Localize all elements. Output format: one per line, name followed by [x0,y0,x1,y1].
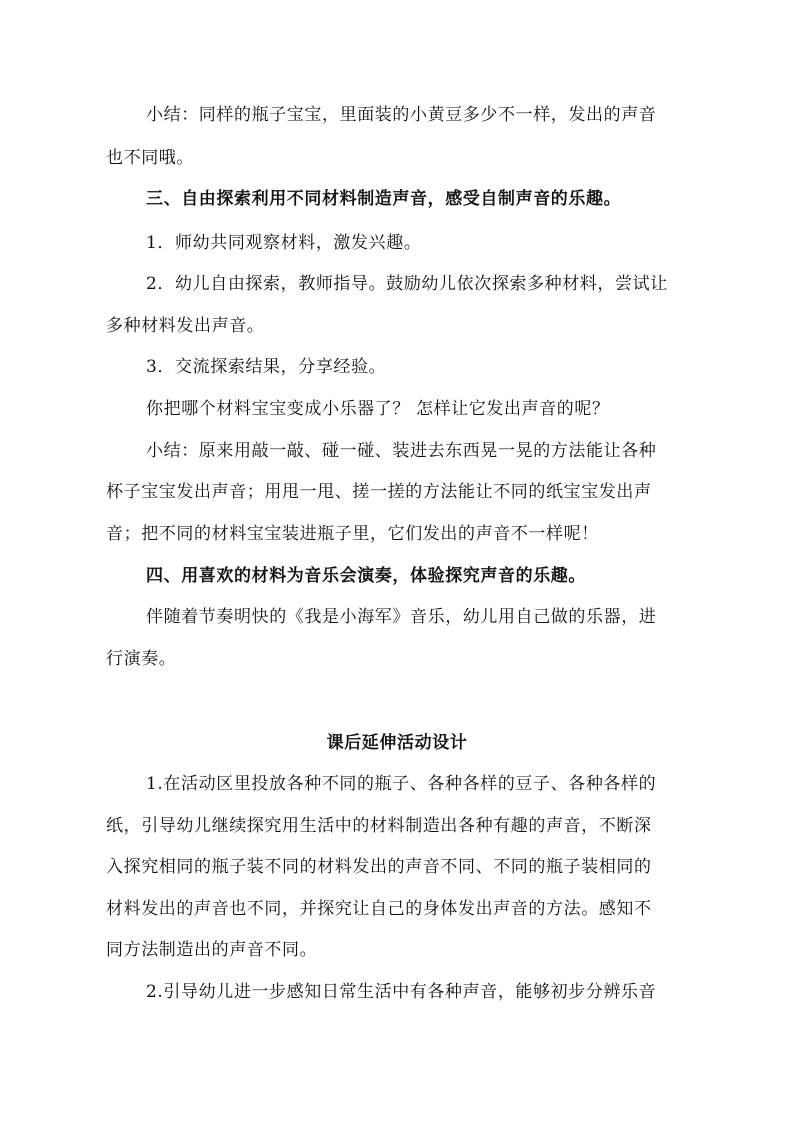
step-two-line: 多种材料发出声音。 [106,316,265,336]
step-one: 1．师幼共同观察材料，激发兴趣。 [146,233,422,253]
summary-paragraph-line: 小结：同样的瓶子宝宝，里面装的小黄豆多少不一样，发出的声音 [146,105,657,125]
section-heading-three: 三、自由探索利用不同材料制造声音，感受自制声音的乐趣。 [146,189,622,209]
performance-paragraph-line: 伴随着节奏明快的《我是小海军》音乐，幼儿用自己做的乐器，进 [146,607,657,627]
extension-item-one-line: 材料发出的声音也不同，并探究让自己的身体发出声音的方法。感知不 [106,899,652,919]
performance-paragraph-line: 行演奏。 [106,649,177,669]
section-heading-four: 四、用喜欢的材料为音乐会演奏，体验探究声音的乐趣。 [146,566,586,586]
extension-item-two-line: 2.引导幼儿进一步感知日常生活中有各种声音，能够初步分辨乐音 [146,982,657,1002]
step-two-line: 2．幼儿自由探索，教师指导。鼓励幼儿依次探索多种材料，尝试让 [146,274,668,294]
extension-item-one-line: 1.在活动区里投放各种不同的瓶子、各种各样的豆子、各种各样的 [146,774,657,794]
step-three: 3．交流探索结果，分享经验。 [146,357,387,377]
extension-item-one-line: 入探究相同的瓶子装不同的材料发出的声音不同、不同的瓶子装相同的 [106,857,652,877]
summary-two-line: 杯子宝宝发出声音；用甩一甩、搓一搓的方法能让不同的纸宝宝发出声 [106,482,652,502]
extension-item-one-line: 同方法制造出的声音不同。 [106,940,318,960]
question-paragraph: 你把哪个材料宝宝变成小乐器了？ 怎样让它发出声音的呢？ [146,399,610,419]
extension-item-one-line: 纸，引导幼儿继续探究用生活中的材料制造出各种有趣的声音，不断深 [106,816,652,836]
section-title: 课后延伸活动设计 [326,733,468,753]
summary-two-line: 音；把不同的材料宝宝装进瓶子里，它们发出的声音不一样呢！ [106,524,599,544]
summary-paragraph-line: 也不同哦。 [106,148,194,168]
summary-two-line: 小结：原来用敲一敲、碰一碰、装进去东西晃一晃的方法能让各种 [146,441,657,461]
